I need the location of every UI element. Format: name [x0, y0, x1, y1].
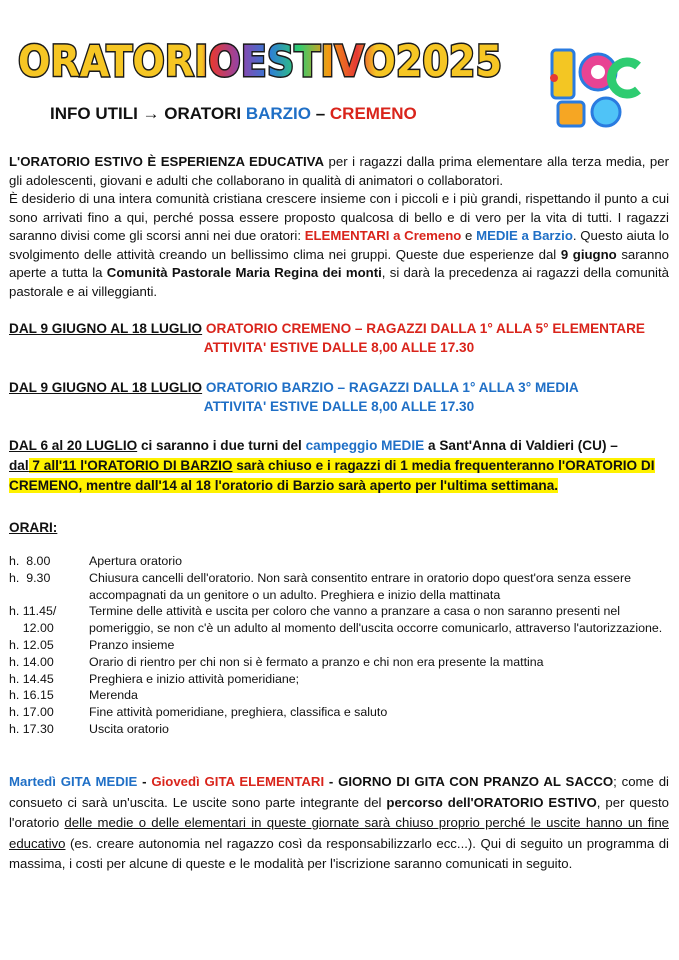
intro-text: L'ORATORIO ESTIVO È ESPERIENZA EDUCATIVA per i ragazzi dalla prima elementare alla terza media, per gli adolescenti, giovani e adulti che collaborano in qualità di animatori o collaboratori. È desiderio di una intera comunità cristiana crescere insieme con i piccoli e i più grandi, rispettando il punto a cui sono arrivati fino a qui, perché possa essere proposto qualcosa di bello e di vero per la vita di tutti. I ragazzi saranno divisi come gli scorsi anni nei due oratori: ELEMENTARI a Cremeno e MEDIE a Barzio. Questo aiuta lo svolgimento delle attività creando un bellissimo clima nei gruppi. Queste due esperienze dal 9 giugno saranno aperte a tutta la Comunità Pastorale Maria Regina dei monti, si darà la precedenza ai ragazzi della comunità pastorale e ai villeggianti. — [9, 154, 670, 299]
orari-time: h. 11.45/ 12.00 — [9, 604, 57, 636]
banner-text: ORATORIOESTIVO2025 — [18, 37, 502, 87]
orari-row — [9, 570, 669, 604]
orari-desc: Uscita oratorio — [89, 721, 169, 736]
orari-desc: Pranzo insieme — [89, 637, 175, 652]
logo-c-shape — [611, 62, 638, 94]
orari-desc: Termine delle attività e uscita per coloro che vanno a pranzare a casa o non saranno presenti nel pomeriggio, se non c'è un adulto al momento dell'uscita occorre comunicarlo, attraverso l'autorizzazione. — [89, 604, 663, 636]
orari-time: h. 9.30 — [9, 570, 51, 585]
orari-row — [9, 637, 669, 654]
orari-row — [9, 603, 669, 637]
orari-desc: Fine attività pomeridiane, preghiera, classifica e saluto — [89, 705, 388, 720]
barzio-block: DAL 9 GIUGNO AL 18 LUGLIO ORATORIO BARZIO – RAGAZZI DALLA 1° ALLA 3° MEDIA ATTIVITA' ESTIVE DALLE 8,00 ALLE 17.30 — [9, 380, 579, 414]
orari-time: h. 12.05 — [9, 637, 54, 652]
banner-title — [16, 30, 506, 90]
orari-row — [9, 654, 669, 671]
orari-title: ORARI: — [9, 520, 58, 535]
orari-row — [9, 704, 669, 721]
orari-time: h. 17.00 — [9, 705, 54, 720]
subtitle: INFO UTILI → ORATORI BARZIO – CREMENO — [50, 104, 417, 123]
orari-desc: Preghiera e inizio attività pomeridiane; — [89, 671, 300, 686]
orari-row — [9, 687, 669, 704]
orari-desc: Merenda — [89, 688, 138, 703]
cremeno-block: DAL 9 GIUGNO AL 18 LUGLIO ORATORIO CREMENO – RAGAZZI DALLA 1° ALLA 5° ELEMENTARE ATTIVITA' ESTIVE DALLE 8,00 ALLE 17.30 — [9, 321, 645, 355]
logo-i-shape — [552, 50, 574, 98]
orari-row — [9, 671, 669, 688]
orari-row — [9, 721, 669, 738]
campeggio-block: DAL 6 al 20 LUGLIO ci saranno i due turni del campeggio MEDIE a Sant'Anna di Valdieri (CU) – dal 7 all'11 l'ORATORIO DI BARZIO sarà chiuso e i ragazzi di 1 media frequenteranno l'ORATORIO DI CREMENO, mentre dall'14 al 18 l'oratorio di Barzio sarà aperto per l'ultima settimana. — [9, 438, 655, 493]
orari-time: h. 14.00 — [9, 654, 54, 669]
gita-text: Martedì GITA MEDIE - Giovedì GITA ELEMENTARI - GIORNO DI GITA CON PRANZO AL SACCO; come di consueto ci sarà un'uscita. Le uscite sono parte integrante del percorso dell'ORATORIO ESTIVO, per questo l'oratorio delle medie o delle elementari in queste giornate sarà chiuso proprio perché le uscite hanno un fine educativo (es. creare autonomia nel ragazzo così da responsabilizzarlo ecc...). Qui di seguito un programma di massima, i costi per alcune di queste e le modalità per l'iscrizione saranno comunicati in seguito. — [9, 774, 669, 871]
ioc-logo — [546, 38, 646, 138]
orari-time: h. 16.15 — [9, 688, 54, 703]
banner-graphic — [16, 30, 506, 90]
orari-desc: Orario di rientro per chi non si è fermato a pranzo e chi non era presente la mattina — [89, 654, 544, 669]
orari-desc: Apertura oratorio — [89, 554, 182, 568]
orari-time: h. 14.45 — [9, 671, 54, 686]
orari-list — [9, 553, 669, 738]
orari-time: h. 17.30 — [9, 721, 54, 736]
orari-row — [9, 553, 669, 570]
orari-time: h. 8.00 — [9, 554, 51, 568]
orari-desc: Chiusura cancelli dell'oratorio. Non sarà consentito entrare in oratorio dopo quest'ora senza essere accompagnati da un genitore o un adulto. Preghiera e inizio della mattinata — [89, 570, 631, 602]
